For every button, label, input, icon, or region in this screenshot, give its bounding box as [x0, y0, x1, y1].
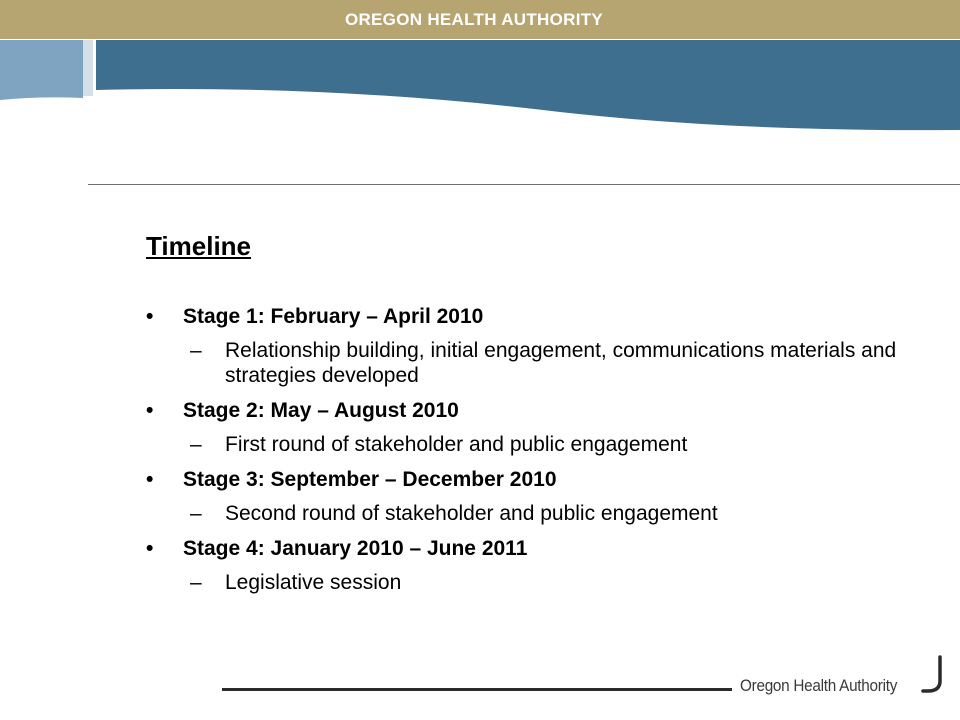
- stage-detail: Legislative session: [225, 571, 402, 594]
- logo-hook-icon: [920, 655, 948, 695]
- stage-label: Stage 3: September – December 2010: [183, 468, 557, 491]
- stage-detail-row: [146, 432, 926, 457]
- dash-icon: –: [190, 571, 202, 594]
- slide-title: Timeline: [146, 231, 252, 261]
- banner-gap: [83, 40, 93, 96]
- stage-label-row: [146, 467, 926, 493]
- stage-item: [146, 398, 926, 457]
- stage-detail-row: [146, 570, 926, 595]
- stage-item: [146, 536, 926, 595]
- stage-label: Stage 4: January 2010 – June 2011: [183, 537, 528, 560]
- bullet-icon: •: [146, 399, 154, 422]
- stage-label-row: [146, 536, 926, 562]
- dash-icon: –: [190, 433, 202, 456]
- stage-detail: Relationship building, initial engagement, communications materials and strategies developed: [225, 339, 897, 387]
- bullet-icon: •: [146, 468, 154, 491]
- header-bar: [0, 0, 960, 39]
- stage-label-row: [146, 398, 926, 424]
- footer-logo-text: Oregon Health Authority: [740, 676, 898, 695]
- header-org-name: OREGON HEALTH AUTHORITY: [344, 9, 604, 29]
- stage-item: [146, 304, 926, 388]
- stage-label: Stage 2: May – August 2010: [183, 399, 459, 422]
- footer-rule: [222, 688, 732, 691]
- stage-item: [146, 467, 926, 526]
- bullet-icon: •: [146, 305, 154, 328]
- stage-detail: First round of stakeholder and public engagement: [225, 433, 688, 456]
- bullet-icon: •: [146, 537, 154, 560]
- dash-icon: –: [190, 339, 202, 362]
- stage-label: Stage 1: February – April 2010: [183, 305, 484, 328]
- dash-icon: –: [190, 502, 202, 525]
- banner-light-block: [0, 40, 83, 100]
- header-banner: [0, 40, 960, 140]
- slide-content: [146, 229, 926, 595]
- stage-label-row: [146, 304, 926, 330]
- stage-detail-row: [146, 501, 926, 526]
- stage-detail: Second round of stakeholder and public engagement: [225, 502, 718, 525]
- title-divider: [88, 184, 960, 185]
- stage-detail-row: [146, 338, 926, 388]
